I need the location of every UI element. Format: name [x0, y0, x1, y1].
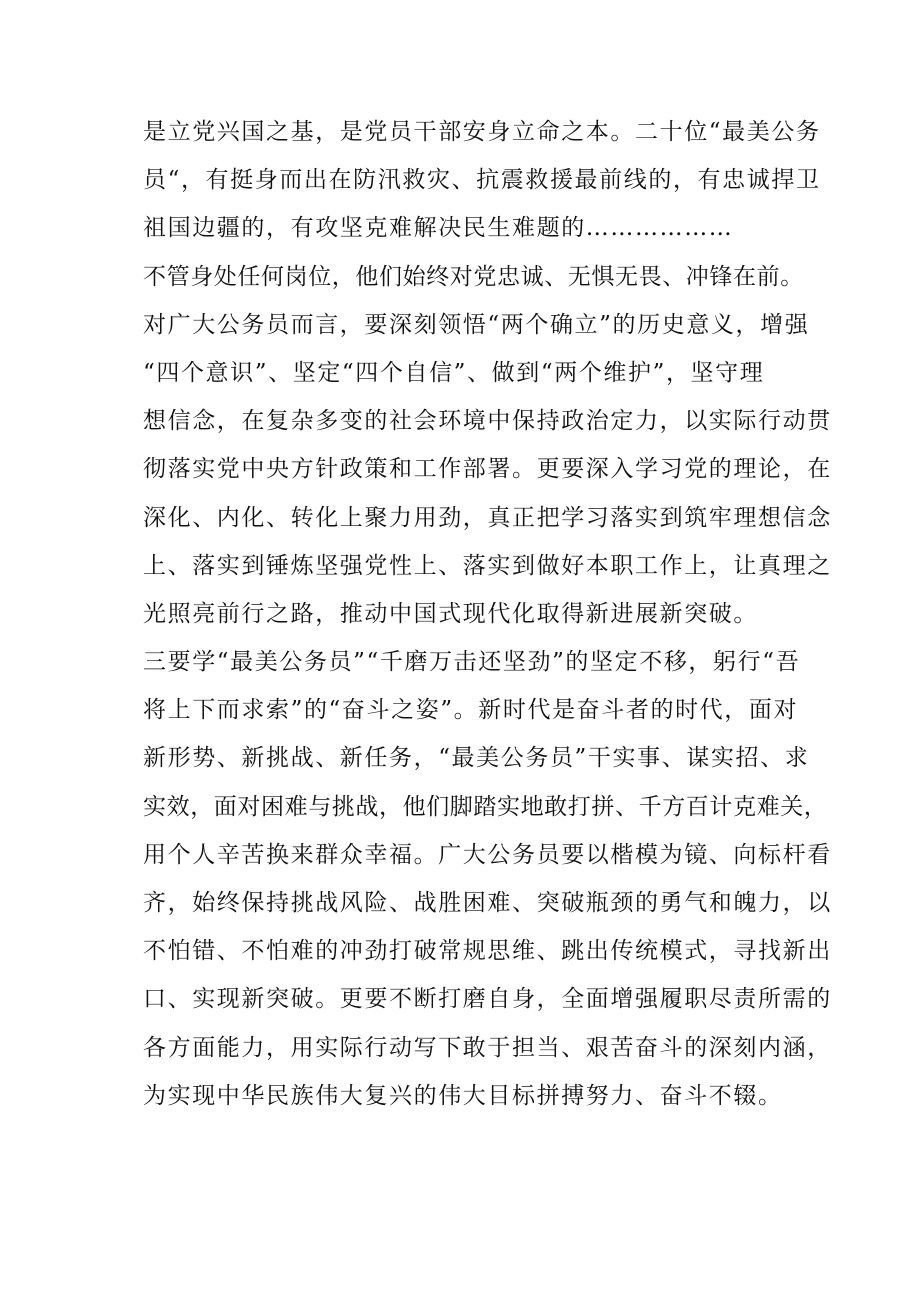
- text-line: 祖国边疆的，有攻坚克难解决民生难题的………………: [143, 215, 734, 242]
- text-line: 想信念，在复杂多变的社会环境中保持政治定力，以实际行动贯: [143, 408, 832, 435]
- text-line: 彻落实党中央方针政策和工作部署。更要深入学习党的理论，在: [143, 456, 832, 483]
- text-line: 三要学“最美公务员”“千磨万击还坚劲”的坚定不移，躬行“吾: [143, 649, 801, 676]
- text-line: 上、落实到锤炼坚强党性上、落实到做好本职工作上，让真理之: [143, 552, 832, 579]
- text-line: 口、实现新突破。更要不断打磨自身，全面增强履职尽责所需的: [143, 986, 832, 1013]
- text-line: 实效，面对困难与挑战，他们脚踏实地敢打拼、千方百计克难关，: [143, 793, 828, 820]
- text-line: 为实现中华民族伟大复兴的伟大目标拼搏努力、奋斗不辍。: [143, 1082, 783, 1109]
- text-line: 光照亮前行之路，推动中国式现代化取得新进展新突破。: [143, 600, 758, 627]
- text-line: “四个意识”、坚定“四个自信”、做到“两个维护”，坚守理: [143, 359, 765, 386]
- text-line: 用个人辛苦换来群众幸福。广大公务员要以楷模为镜、向标杆看: [143, 841, 832, 868]
- text-line: 齐，始终保持挑战风险、战胜困难、突破瓶颈的勇气和魄力，以: [143, 890, 832, 916]
- text-line: 新形势、新挑战、新任务，“最美公务员”干实事、谋实招、求: [143, 745, 810, 772]
- document-body: [143, 108, 832, 1120]
- text-line: 各方面能力，用实际行动写下敢于担当、艰苦奋斗的深刻内涵，: [143, 1034, 832, 1061]
- text-line: 深化、内化、转化上聚力用劲，真正把学习落实到筑牢理想信念: [143, 504, 832, 531]
- text-line: 不怕错、不怕难的冲劲打破常规思维、跳出传统模式，寻找新出: [143, 938, 832, 965]
- text-line: 将上下而求索”的“奋斗之姿”。新时代是奋斗者的时代，面对: [143, 697, 799, 724]
- text-line: 不管身处任何岗位，他们始终对党忠诚、无惧无畏、冲锋在前。: [143, 263, 804, 290]
- text-line: 是立党兴国之基，是党员干部安身立命之本。二十位“最美公务: [143, 119, 821, 145]
- text-line: 对广大公务员而言，要深刻领悟“两个确立”的历史意义，增强: [143, 311, 810, 338]
- text-line: 员“，有挺身而出在防汛救灾、抗震救援最前线的，有忠诚捍卫: [143, 167, 821, 194]
